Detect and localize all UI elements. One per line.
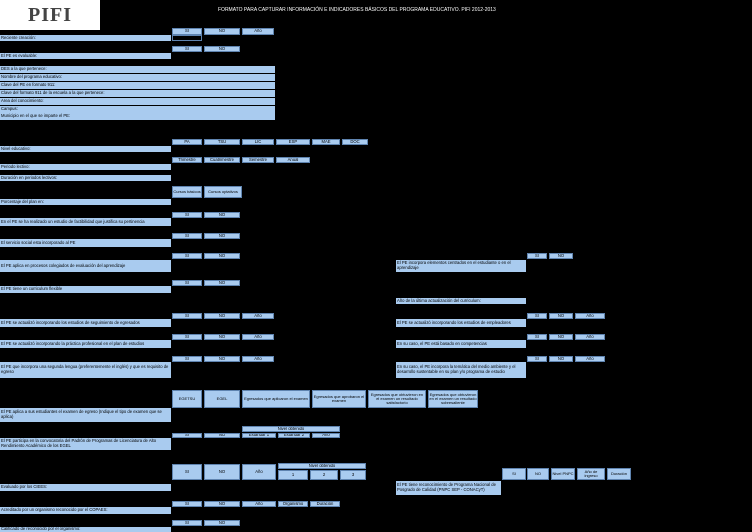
padron-nivel-header: Nivel obtenido [242,426,340,432]
padron-label: El PE participa en la convocatoria del Padrón de Programas de Licenciatura de Alto Rendimiento Académico de los EGEL [0,438,171,450]
aplicaron-header: Egresados que aplicaron el examen [242,390,310,408]
ciees-nivel-header: Nivel obtenido [278,463,366,469]
egetsu-header: EGETSU [172,390,202,408]
clave911-field[interactable]: Clave del PE en formato 911: [0,82,275,89]
nivel-option[interactable]: PA [172,139,202,145]
procesos-si[interactable]: SI [172,253,202,259]
lengua-label: El PE que incorpora una segunda lengua (preferentemente el inglés) y que es requisito de egreso [0,362,171,378]
area-field[interactable]: Area del conocimiento: [0,98,275,105]
ciees-si[interactable]: SI [172,464,202,480]
copaes-ano[interactable]: Año [242,501,276,507]
competencias-si[interactable]: SI [527,334,547,340]
reciente-si-input[interactable] [172,35,202,41]
porcentaje-label: Porcentaje del plan en: [0,199,171,205]
copaes-organismo[interactable]: Organismo [278,501,308,507]
nivel-option[interactable]: DOC [342,139,368,145]
aprobaron-header: Egresados que aprobaron el examen [312,390,366,408]
factibilidad-no[interactable]: NO [204,212,240,218]
ciees-level-3[interactable]: 3 [340,470,366,480]
evaluable-no-header: NO [204,46,240,52]
ambiente-no[interactable]: NO [549,356,573,362]
copaes-no[interactable]: NO [204,501,240,507]
pifi-logo: PIFI [0,0,100,30]
flexible-label: El PE tiene un curriculum flexible [0,286,171,293]
padron-estandar2[interactable]: Estándar 2 [278,433,310,438]
reciente-label: Reciente creación: [0,35,171,41]
copaes-si[interactable]: SI [172,501,202,507]
factibilidad-si[interactable]: SI [172,212,202,218]
reciente-si-header: SI [172,28,202,35]
reciente-ano-header: Año [242,28,274,35]
cursos-optativos-header: Cursos optativos [204,186,242,198]
ambiente-si[interactable]: SI [527,356,547,362]
nivel-option[interactable]: LIC [242,139,274,145]
lengua-no[interactable]: NO [204,356,240,362]
padron-ano[interactable]: Año [312,433,340,438]
practica-label: El PE se actualizó incorporando la práctica profesional en el plan de estudios [0,340,171,348]
ultima-act-label: Año de la última actualización del curriculum: [396,298,526,304]
campus-field[interactable]: Campus: [0,106,275,113]
nivel-option[interactable]: ESP [276,139,310,145]
lengua-si[interactable]: SI [172,356,202,362]
pnpc-label: El PE tiene reconocimiento de Programa Nacional de Posgrado de Calidad (PNPC SEP - CONACyT) [396,481,501,495]
periodo-option[interactable]: Anual [276,157,310,163]
copaes-label: Acreditado por un organismo reconocido por el COPAES: [0,507,171,514]
ciees-level-1[interactable]: 1 [278,470,308,480]
centrado-label: El PE incorpora elementos centrados en el estudiante o en el aprendizaje [396,260,526,272]
satisfactorio-header: Egresados que obtuvieron en el examen un resultado satisfactorio [368,390,426,408]
padron-no[interactable]: NO [204,433,240,438]
seguimiento-label: El PE se actualizó incorporando los estudios de seguimiento de egresados [0,319,171,327]
egel-header: EGEL [204,390,240,408]
periodo-option[interactable]: Trimestre [172,157,202,163]
pnpc-nivel: Nivel PNPC [551,468,575,480]
duracion-label: Duración en periodos lectivos: [0,175,171,181]
acreditable-no[interactable]: NO [204,520,240,526]
cursos-basicos-header: Cursos básicos [172,186,202,198]
servicio-si[interactable]: SI [172,233,202,239]
flexible-no[interactable]: NO [204,280,240,286]
ciees-ano[interactable]: Año [242,464,276,480]
pnpc-ingreso: Año de ingreso [577,468,605,480]
periodo-option[interactable]: Semestre [242,157,274,163]
practica-no[interactable]: NO [204,334,240,340]
sobresaliente-header: Egresados que obtuvieron en el examen un resultado sobresaliente [428,390,478,408]
seguimiento-no[interactable]: NO [204,313,240,319]
ambiente-label: En su caso, el PE incorpora la temática del medio ambiente y el desarrollo sustentable en su plan y/o programa de estudio [396,362,526,378]
servicio-label: El servicio social esta incorporado al PE [0,239,171,247]
nivel-option[interactable]: TSU [204,139,240,145]
nivel-option[interactable]: MAE [312,139,340,145]
nivel-label: Nivel educativo: [0,146,171,152]
centrado-no[interactable]: NO [549,253,573,259]
procesos-label: El PE aplica en procesos colegiados de evaluación del aprendizaje [0,260,171,272]
evaluable-label: El PE es evaluable: [0,53,171,59]
empleadores-ano[interactable]: Año [575,313,605,319]
centrado-si[interactable]: SI [527,253,547,259]
reciente-no-header: NO [204,28,240,35]
practica-ano[interactable]: Año [242,334,274,340]
seguimiento-ano[interactable]: Año [242,313,274,319]
practica-si[interactable]: SI [172,334,202,340]
acreditable-label: Calificado de reconocido por el organismo: [0,527,171,532]
ciees-no[interactable]: NO [204,464,240,480]
evaluable-si-header: SI [172,46,202,52]
lengua-ano[interactable]: Año [242,356,274,362]
page-title: FORMATO PARA CAPTURAR INFORMACIÓN E INDICADORES BÁSICOS DEL PROGRAMA EDUCATIVO. PIFI 2012-2013 [218,7,496,13]
padron-estandar1[interactable]: Estándar 1 [242,433,276,438]
procesos-no[interactable]: NO [204,253,240,259]
examen-label: El PE aplica a sus estudiantes el examen de egreso (Indique el tipo de examen que se aplica) [0,408,171,422]
servicio-no[interactable]: NO [204,233,240,239]
competencias-label: En su caso, el PE está basado en competencias [396,340,526,348]
competencias-ano[interactable]: Año [575,334,605,340]
pnpc-no: NO [527,468,549,480]
ciees-level-2[interactable]: 2 [310,470,338,480]
factibilidad-label: En el PE se ha realizado un estudio de factibilidad que justifica su pertinencia [0,218,171,226]
municipio-field[interactable]: Municipio en el que se imparte el PE: [0,113,275,120]
empleadores-si[interactable]: SI [527,313,547,319]
seguimiento-si[interactable]: SI [172,313,202,319]
empleadores-label: El PE se actualizó incorporando los estudios de empleadores [396,319,526,327]
flexible-si[interactable]: SI [172,280,202,286]
pnpc-duracion: Duración [607,468,631,480]
ciees-label: Evaluado por los CIEES: [0,484,171,491]
nombre-field[interactable]: Nombre del programa educativo: [0,74,275,81]
ambiente-ano[interactable]: Año [575,356,605,362]
acreditable-si[interactable]: SI [172,520,202,526]
padron-si[interactable]: SI [172,433,202,438]
des-field[interactable]: DES a la que pertenece: [0,66,275,73]
clave-escuela-field[interactable]: Clave del formato 911 de la escuela a la que pertenece: [0,90,275,97]
copaes-duracion[interactable]: Duración [310,501,340,507]
competencias-no[interactable]: NO [549,334,573,340]
pnpc-si: SI [502,468,526,480]
periodo-option[interactable]: Cuatrimestre [204,157,240,163]
periodo-label: Periodo lectivo: [0,164,171,170]
empleadores-no[interactable]: NO [549,313,573,319]
